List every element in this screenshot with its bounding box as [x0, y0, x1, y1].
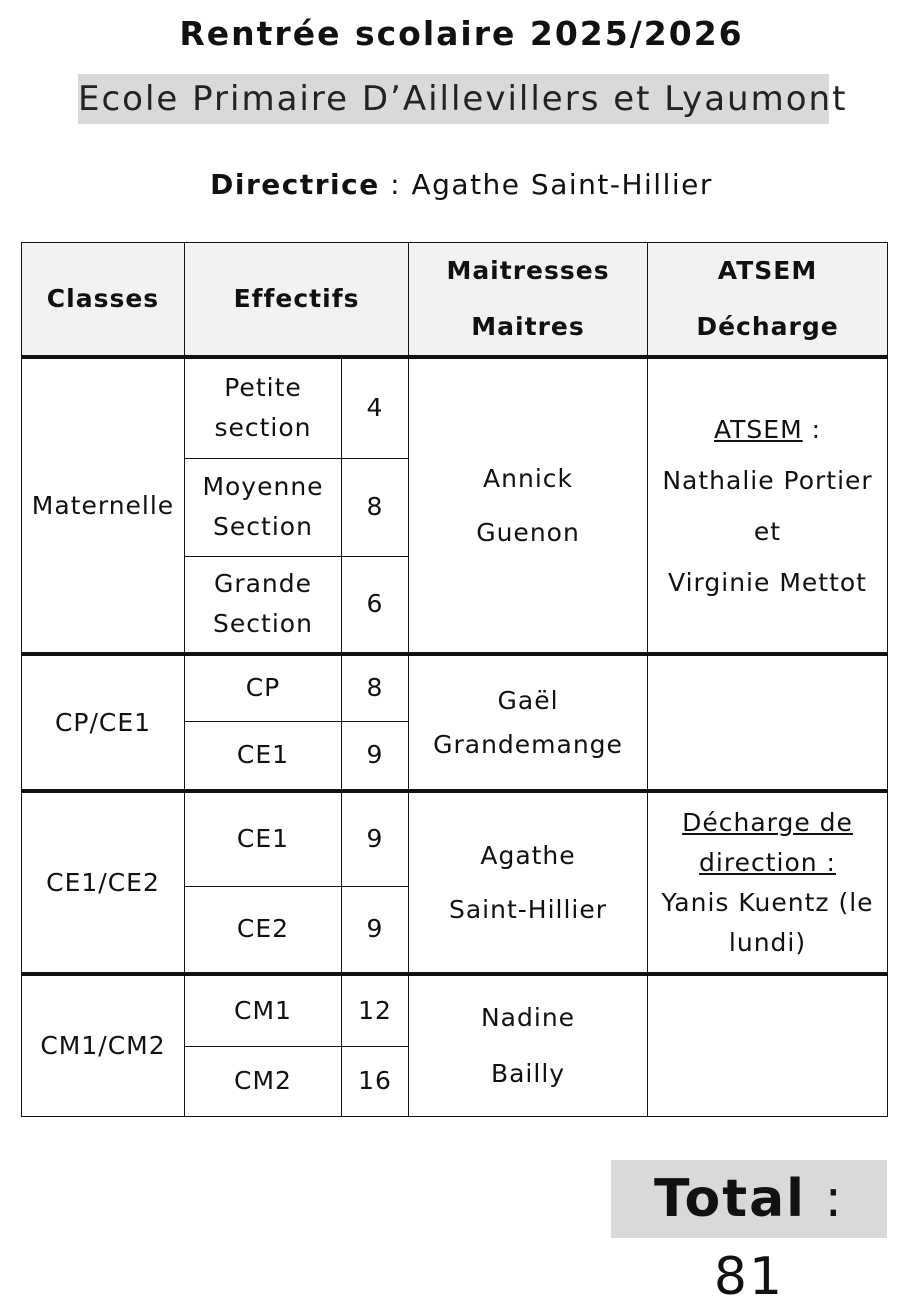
table-row — [22, 974, 888, 1046]
group-ce1-ce2: CE1/CE2 — [22, 791, 185, 974]
header-atsem — [648, 243, 888, 358]
decharge-name: lundi) — [728, 927, 807, 957]
header-teachers-line1: Maitresses — [446, 256, 610, 285]
count-ce1: 9 — [342, 721, 409, 791]
level-ce1: CE1 — [185, 721, 342, 791]
director-label: Directrice — [210, 168, 380, 201]
header-teachers-line2: Maitres — [471, 312, 585, 341]
atsem-name: Virginie Mettot — [668, 567, 867, 597]
count-grande-section: 6 — [342, 556, 409, 654]
teacher-last-name: Guenon — [476, 517, 580, 547]
total-label: Total — [653, 1169, 806, 1229]
document-title: Rentrée scolaire 2025/2026 — [179, 14, 744, 53]
header-effectifs: Effectifs — [185, 243, 409, 358]
atsem-heading — [652, 404, 883, 455]
level-cm1: CM1 — [185, 974, 342, 1046]
school-name: Ecole Primaire D’Aillevillers et Lyaumont — [78, 74, 829, 124]
level-cm2: CM2 — [185, 1046, 342, 1116]
atsem-separator: : — [802, 414, 822, 444]
atsem-maternelle — [648, 357, 888, 654]
level-moyenne-section — [185, 458, 342, 556]
atsem-name: Nathalie Portier — [662, 465, 873, 495]
group-maternelle: Maternelle — [22, 357, 185, 654]
atsem-cm1-cm2-empty — [648, 974, 888, 1116]
level-line: Section — [213, 609, 313, 639]
count-petite-section: 4 — [342, 357, 409, 458]
header-atsem-line2: Décharge — [696, 312, 839, 341]
header-row — [22, 243, 888, 358]
count-cp: 8 — [342, 654, 409, 721]
decharge-name: Yanis Kuentz (le — [661, 887, 874, 917]
director-name: Agathe Saint-Hillier — [411, 168, 713, 201]
decharge-ce1-ce2 — [648, 791, 888, 974]
total-value: 81 — [713, 1247, 785, 1307]
level-ce2: CE2 — [185, 886, 342, 974]
decharge-label: Décharge de — [682, 807, 853, 837]
teacher-cp-ce1 — [409, 654, 648, 791]
total-separator: : — [806, 1169, 845, 1229]
level-grande-section — [185, 556, 342, 654]
level-line: Petite — [224, 373, 302, 403]
level-line: Section — [213, 512, 313, 541]
atsem-label: ATSEM — [713, 414, 803, 444]
teacher-first-name: Annick — [483, 463, 573, 493]
teacher-first-name: Agathe — [480, 840, 576, 870]
class-table — [21, 242, 888, 1117]
total-box — [611, 1160, 887, 1307]
count-cm2: 16 — [342, 1046, 409, 1116]
director-line — [0, 163, 923, 207]
header-classes: Classes — [22, 243, 185, 358]
decharge-label: direction : — [699, 847, 836, 877]
director-separator: : — [379, 168, 412, 201]
teacher-cm1-cm2 — [409, 974, 648, 1116]
teacher-ce1-ce2 — [409, 791, 648, 974]
teacher-last-name: Bailly — [490, 1058, 566, 1088]
level-petite-section — [185, 357, 342, 458]
count-ce1: 9 — [342, 791, 409, 886]
teacher-last-name: Grandemange — [433, 729, 623, 759]
count-cm1: 12 — [342, 974, 409, 1046]
level-ce1: CE1 — [185, 791, 342, 886]
level-line: Moyenne — [202, 472, 324, 501]
teacher-last-name: Saint-Hillier — [448, 894, 608, 924]
teacher-maternelle — [409, 357, 648, 654]
count-ce2: 9 — [342, 886, 409, 974]
table-row — [22, 791, 888, 886]
count-moyenne-section: 8 — [342, 458, 409, 556]
teacher-first-name: Gaël — [497, 685, 559, 715]
atsem-cp-ce1-empty — [648, 654, 888, 791]
level-line: section — [214, 413, 312, 443]
group-cm1-cm2: CM1/CM2 — [22, 974, 185, 1116]
table-row — [22, 357, 888, 458]
group-cp-ce1: CP/CE1 — [22, 654, 185, 791]
header-teachers — [409, 243, 648, 358]
table-row — [22, 654, 888, 721]
teacher-first-name: Nadine — [480, 1002, 576, 1032]
level-line: Grande — [213, 569, 313, 599]
level-cp: CP — [185, 654, 342, 721]
header-atsem-line1: ATSEM — [717, 256, 818, 285]
atsem-and: et — [753, 516, 782, 546]
